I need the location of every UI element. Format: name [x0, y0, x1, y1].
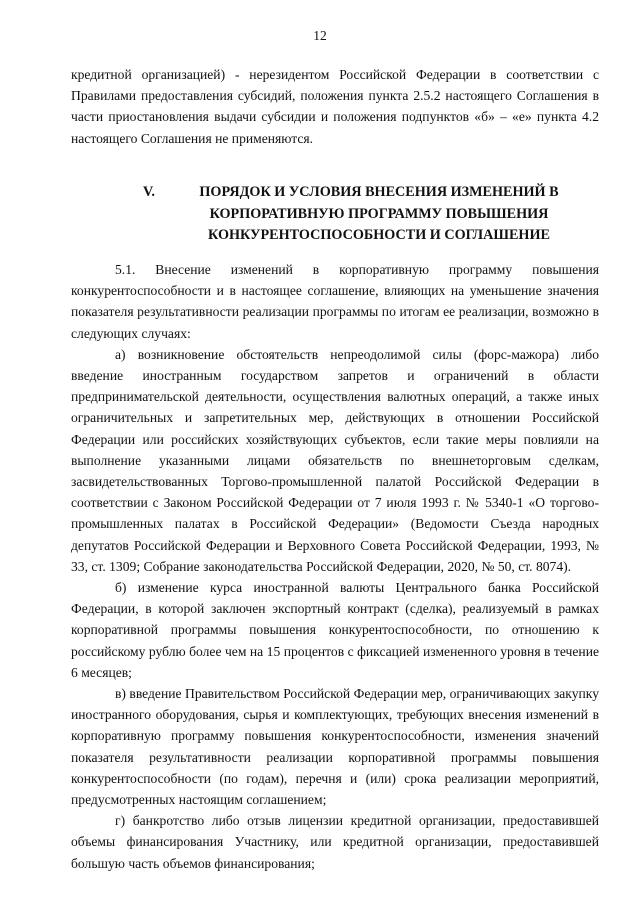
- paragraph-item-g: г) банкротство либо отзыв лицензии кредитной организации, предоставившей объемы финансирования Участнику, или кредитной организации, предоставившей большую часть объемов финансирования;: [71, 813, 599, 871]
- section-number: V.: [143, 184, 155, 200]
- section-title-line: ПОРЯДОК И УСЛОВИЯ ВНЕСЕНИЯ ИЗМЕНЕНИЙ В: [199, 184, 559, 200]
- paragraph-item-v: в) введение Правительством Российской Федерации мер, ограничивающих закупку иностранного оборудования, сырья и комплектующих, требующих внесения изменений в корпоративную программу повышения конкурентоспособности, изменения значений показателя результативности реализации корпоративной программы повышения конкурентоспособности (по годам), перечня и (или) срока реализации мероприятий, предусмотренных настоящим соглашением;: [71, 686, 599, 808]
- section-title-line: КОНКУРЕНТОСПОСОБНОСТИ И СОГЛАШЕНИЕ: [208, 227, 550, 243]
- paragraph-item-a: а) возникновение обстоятельств непреодолимой силы (форс-мажора) либо введение иностранным государством запретов и ограничений в области предпринимательской деятельности, осуществления валютных операций, а также иных ограничительных и запретительных мер, действующих в отношении Российской Федерации или российских хозяйствующих субъектов, если такие меры повлияли на выполнение указанными лицами обязательств по внешнеторговым сделкам, засвидетельствованных Торгово-промышленной палатой Российской Федерации в соответствии с Законом Российской Федерации от 7 июля 1993 г. № 5340-1 «О торгово-промышленных палатах в Российской Федерации» (Ведомости Съезда народных депутатов Российской Федерации и Верховного Совета Российской Федерации, 1993, № 33, ст. 1309; Собрание законодательства Российской Федерации, 2020, № 50, ст. 8074).: [71, 346, 599, 574]
- page-number: 12: [313, 28, 327, 43]
- intro-paragraph-block: [71, 64, 599, 149]
- intro-paragraph: кредитной организацией) - нерезидентом Российской Федерации в соответствии с Правилами предоставления субсидий, положения пункта 2.5.2 настоящего Соглашения в части приостановления выдачи субсидии и положения подпунктов «б» – «е» пункта 4.2 настоящего Соглашения не применяются.: [71, 67, 599, 146]
- section-title-line: КОРПОРАТИВНУЮ ПРОГРАММУ ПОВЫШЕНИЯ: [209, 205, 549, 222]
- paragraph-5-1: 5.1. Внесение изменений в корпоративную программу повышения конкурентоспособности и в настоящее соглашение, влияющих на уменьшение значения показателя результативности реализации программы по итогам ее реализации, возможно в следующих случаях:: [71, 262, 599, 341]
- paragraph-item-b: б) изменение курса иностранной валюты Центрального банка Российской Федерации, в которой заключен экспортный контракт (сделка), реализуемый в рамках корпоративной программы повышения конкурентоспособности, по отношению к российскому рублю более чем на 15 процентов с фиксацией измененного уровня в течение 6 месяцев;: [71, 580, 599, 680]
- section-title: [179, 182, 579, 247]
- section-body: [71, 259, 599, 874]
